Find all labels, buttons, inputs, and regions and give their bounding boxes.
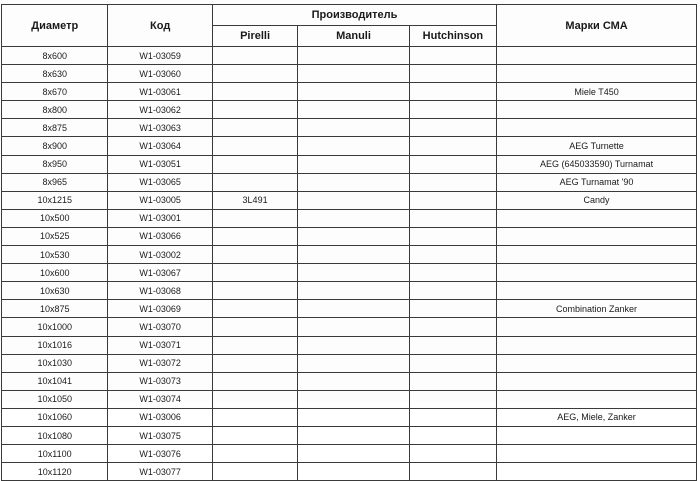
cell-manuli <box>298 83 409 101</box>
cell-hutchinson <box>409 463 496 481</box>
cell-brands <box>497 445 697 463</box>
cell-pirelli <box>212 83 297 101</box>
table-row <box>2 264 697 282</box>
cell-brands: AEG Turnamat '90 <box>497 173 697 191</box>
cell-code: W1-03069 <box>108 300 212 318</box>
cell-code: W1-03059 <box>108 47 212 65</box>
table-row <box>2 336 697 354</box>
cell-hutchinson <box>409 426 496 444</box>
cell-hutchinson <box>409 65 496 83</box>
cell-pirelli <box>212 101 297 119</box>
cell-hutchinson <box>409 155 496 173</box>
cell-brands: AEG (645033590) Turnamat <box>497 155 697 173</box>
cell-code: W1-03071 <box>108 336 212 354</box>
cell-brands <box>497 463 697 481</box>
cell-pirelli <box>212 47 297 65</box>
cell-hutchinson <box>409 246 496 264</box>
cell-brands <box>497 119 697 137</box>
cell-manuli <box>298 282 409 300</box>
cell-diameter: 8x875 <box>2 119 108 137</box>
cell-diameter: 10x500 <box>2 209 108 227</box>
cell-diameter: 8x900 <box>2 137 108 155</box>
cell-pirelli <box>212 354 297 372</box>
cell-manuli <box>298 119 409 137</box>
header-manufacturer: Производитель <box>212 5 496 26</box>
cell-code: W1-03001 <box>108 209 212 227</box>
cell-pirelli <box>212 137 297 155</box>
cell-manuli <box>298 101 409 119</box>
cell-diameter: 10x875 <box>2 300 108 318</box>
table-row <box>2 354 697 372</box>
cell-manuli <box>298 336 409 354</box>
cell-brands: AEG Turnette <box>497 137 697 155</box>
cell-hutchinson <box>409 372 496 390</box>
cell-hutchinson <box>409 191 496 209</box>
cell-pirelli <box>212 246 297 264</box>
cell-hutchinson <box>409 119 496 137</box>
cell-brands <box>497 282 697 300</box>
cell-hutchinson <box>409 47 496 65</box>
table-row <box>2 137 697 155</box>
cell-pirelli <box>212 463 297 481</box>
cell-code: W1-03066 <box>108 227 212 245</box>
header-code: Код <box>108 5 212 47</box>
cell-pirelli <box>212 336 297 354</box>
cell-brands <box>497 227 697 245</box>
cell-brands <box>497 426 697 444</box>
table-row <box>2 173 697 191</box>
cell-hutchinson <box>409 101 496 119</box>
cell-brands <box>497 354 697 372</box>
cell-diameter: 8x670 <box>2 83 108 101</box>
cell-hutchinson <box>409 227 496 245</box>
cell-pirelli <box>212 372 297 390</box>
cell-diameter: 8x965 <box>2 173 108 191</box>
cell-pirelli <box>212 390 297 408</box>
cell-brands <box>497 336 697 354</box>
cell-diameter: 8x630 <box>2 65 108 83</box>
cell-hutchinson <box>409 336 496 354</box>
cell-code: W1-03072 <box>108 354 212 372</box>
cell-code: W1-03076 <box>108 445 212 463</box>
table-row <box>2 155 697 173</box>
cell-pirelli <box>212 264 297 282</box>
cell-brands <box>497 390 697 408</box>
cell-diameter: 8x800 <box>2 101 108 119</box>
cell-manuli <box>298 137 409 155</box>
cell-code: W1-03002 <box>108 246 212 264</box>
cell-code: W1-03065 <box>108 173 212 191</box>
header-manuli: Manuli <box>298 26 409 47</box>
cell-hutchinson <box>409 264 496 282</box>
hose-reference-table <box>1 4 697 481</box>
cell-manuli <box>298 318 409 336</box>
cell-pirelli <box>212 426 297 444</box>
cell-diameter: 8x600 <box>2 47 108 65</box>
cell-pirelli: 3L491 <box>212 191 297 209</box>
table-body <box>2 47 697 481</box>
cell-code: W1-03051 <box>108 155 212 173</box>
cell-hutchinson <box>409 137 496 155</box>
cell-manuli <box>298 408 409 426</box>
cell-manuli <box>298 426 409 444</box>
cell-hutchinson <box>409 173 496 191</box>
table-row <box>2 372 697 390</box>
table-row <box>2 83 697 101</box>
cell-manuli <box>298 463 409 481</box>
cell-manuli <box>298 354 409 372</box>
header-brands: Марки СМА <box>497 5 697 47</box>
cell-diameter: 10x1060 <box>2 408 108 426</box>
table-row <box>2 408 697 426</box>
cell-brands <box>497 264 697 282</box>
cell-hutchinson <box>409 209 496 227</box>
cell-brands <box>497 372 697 390</box>
header-pirelli: Pirelli <box>212 26 297 47</box>
table-row <box>2 227 697 245</box>
cell-brands <box>497 47 697 65</box>
cell-code: W1-03075 <box>108 426 212 444</box>
cell-code: W1-03060 <box>108 65 212 83</box>
table-row <box>2 282 697 300</box>
table-row <box>2 101 697 119</box>
cell-code: W1-03064 <box>108 137 212 155</box>
cell-manuli <box>298 47 409 65</box>
cell-diameter: 8x950 <box>2 155 108 173</box>
cell-diameter: 10x1120 <box>2 463 108 481</box>
cell-pirelli <box>212 408 297 426</box>
table-row <box>2 191 697 209</box>
cell-brands: Candy <box>497 191 697 209</box>
cell-code: W1-03074 <box>108 390 212 408</box>
cell-brands: AEG, Miele, Zanker <box>497 408 697 426</box>
cell-manuli <box>298 390 409 408</box>
header-diameter: Диаметр <box>2 5 108 47</box>
cell-brands <box>497 318 697 336</box>
cell-diameter: 10x1080 <box>2 426 108 444</box>
cell-manuli <box>298 264 409 282</box>
cell-diameter: 10x1050 <box>2 390 108 408</box>
cell-diameter: 10x530 <box>2 246 108 264</box>
table-row <box>2 246 697 264</box>
cell-code: W1-03063 <box>108 119 212 137</box>
header-hutchinson: Hutchinson <box>409 26 496 47</box>
cell-code: W1-03006 <box>108 408 212 426</box>
cell-diameter: 10x630 <box>2 282 108 300</box>
table-row <box>2 65 697 83</box>
cell-manuli <box>298 209 409 227</box>
cell-pirelli <box>212 227 297 245</box>
cell-manuli <box>298 445 409 463</box>
cell-brands <box>497 65 697 83</box>
cell-code: W1-03068 <box>108 282 212 300</box>
cell-hutchinson <box>409 354 496 372</box>
cell-hutchinson <box>409 390 496 408</box>
table-row <box>2 119 697 137</box>
cell-pirelli <box>212 300 297 318</box>
cell-brands <box>497 246 697 264</box>
cell-pirelli <box>212 209 297 227</box>
cell-brands <box>497 209 697 227</box>
cell-brands <box>497 101 697 119</box>
cell-hutchinson <box>409 300 496 318</box>
table-row <box>2 209 697 227</box>
cell-manuli <box>298 300 409 318</box>
table-row <box>2 426 697 444</box>
cell-diameter: 10x1000 <box>2 318 108 336</box>
cell-brands: Combination Zanker <box>497 300 697 318</box>
cell-diameter: 10x600 <box>2 264 108 282</box>
cell-hutchinson <box>409 318 496 336</box>
cell-diameter: 10x1030 <box>2 354 108 372</box>
cell-pirelli <box>212 173 297 191</box>
cell-hutchinson <box>409 282 496 300</box>
cell-code: W1-03062 <box>108 101 212 119</box>
cell-pirelli <box>212 318 297 336</box>
cell-pirelli <box>212 119 297 137</box>
cell-diameter: 10x1041 <box>2 372 108 390</box>
cell-code: W1-03073 <box>108 372 212 390</box>
cell-manuli <box>298 246 409 264</box>
table-row <box>2 445 697 463</box>
header-row-top <box>2 5 697 26</box>
cell-hutchinson <box>409 83 496 101</box>
cell-code: W1-03067 <box>108 264 212 282</box>
cell-pirelli <box>212 65 297 83</box>
cell-hutchinson <box>409 408 496 426</box>
cell-diameter: 10x525 <box>2 227 108 245</box>
cell-code: W1-03005 <box>108 191 212 209</box>
cell-diameter: 10x1016 <box>2 336 108 354</box>
cell-manuli <box>298 372 409 390</box>
cell-manuli <box>298 65 409 83</box>
table-row <box>2 47 697 65</box>
table-row <box>2 300 697 318</box>
table-row <box>2 390 697 408</box>
cell-code: W1-03077 <box>108 463 212 481</box>
cell-manuli <box>298 155 409 173</box>
cell-pirelli <box>212 445 297 463</box>
cell-diameter: 10x1215 <box>2 191 108 209</box>
cell-pirelli <box>212 155 297 173</box>
cell-manuli <box>298 191 409 209</box>
cell-manuli <box>298 173 409 191</box>
cell-diameter: 10x1100 <box>2 445 108 463</box>
table-row <box>2 318 697 336</box>
cell-code: W1-03061 <box>108 83 212 101</box>
cell-hutchinson <box>409 445 496 463</box>
cell-code: W1-03070 <box>108 318 212 336</box>
cell-pirelli <box>212 282 297 300</box>
cell-brands: Miele T450 <box>497 83 697 101</box>
cell-manuli <box>298 227 409 245</box>
table-row <box>2 463 697 481</box>
